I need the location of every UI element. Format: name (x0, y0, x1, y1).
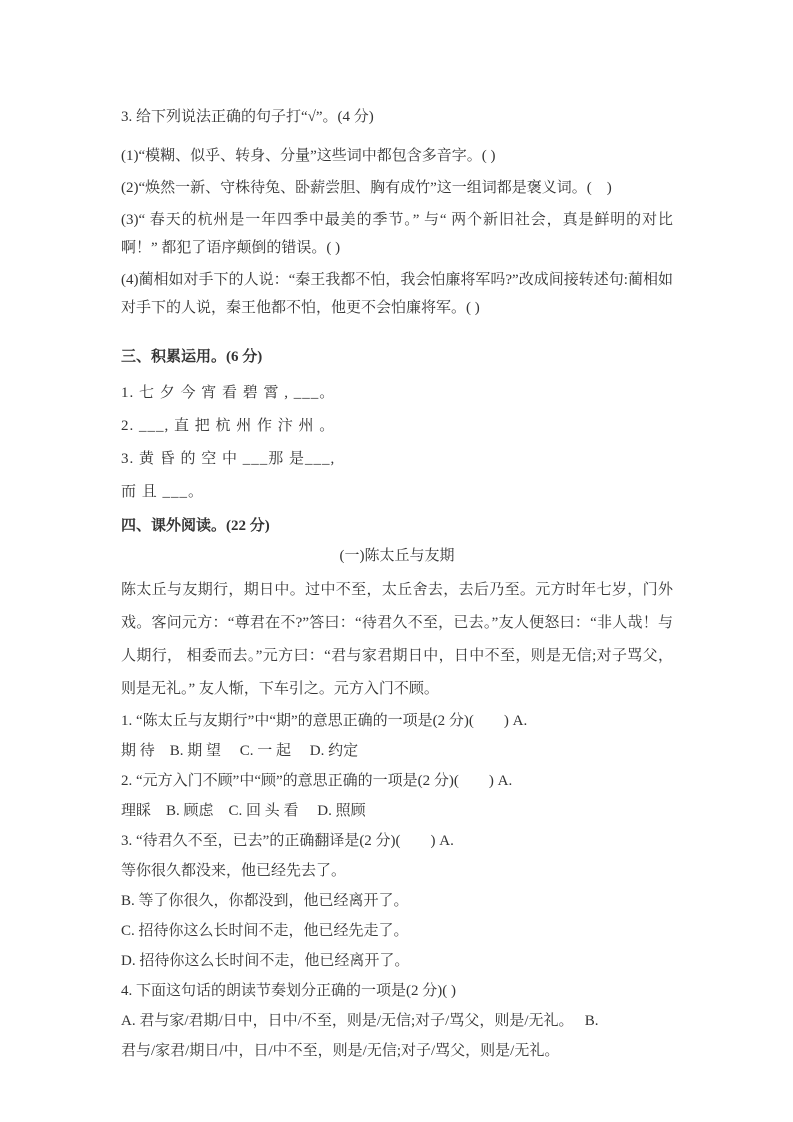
reading-q2: 2. “元方入门不顾”中“顾”的意思正确的一项是(2 分)( ) A. (121, 773, 513, 789)
reading-q4-option-b: 君与/家君/期日/中，日/中不至，则是/无信;对子/骂父，则是/无礼。 (121, 1043, 560, 1059)
question3-item-2: (2)“焕然一新、守株待兔、卧薪尝胆、胸有成竹”这一组词都是褒义词。( ) (121, 180, 612, 196)
reading-q3-option-b: B. 等了你很久，你都没到，他已经离开了。 (121, 893, 409, 909)
question3-title: 3. 给下列说法正确的句子打“√”。(4 分) (121, 109, 374, 125)
reading-q4: 4. 下面这句话的朗读节奏划分正确的一项是(2 分)( ) (121, 983, 456, 999)
question3-item-4: (4)蔺相如对手下的人说：“秦王我都不怕，我会怕廉将军吗?”改成间接转述句:蔺相如对手下的人说，秦王他都不怕，他更不会怕廉将军。( ) (121, 272, 673, 316)
reading-q4-option-a: A. 君与家/君期/日中，日中/不至，则是/无信;对子/骂父，则是/无礼。 B. (121, 1013, 599, 1029)
question3-item-1: (1)“模糊、似乎、转身、分量”这些词中都包含多音字。( ) (121, 148, 496, 164)
reading-q3-option-a: 等你很久都没来，他已经先去了。 (121, 863, 347, 879)
section4-title: 四、课外阅读。(22 分) (121, 518, 270, 534)
section3-title: 三、积累运用。(6 分) (121, 349, 263, 365)
reading-passage-title: (一)陈太丘与友期 (339, 548, 455, 564)
section3-line-2: 2. ___, 直 把 杭 州 作 汴 州 。 (121, 418, 336, 434)
reading-q1: 1. “陈太丘与友期行”中“期”的意思正确的一项是(2 分)( ) A. (121, 713, 528, 729)
reading-q3-option-c: C. 招待你这么长时间不走，他已经先走了。 (121, 923, 409, 939)
reading-passage-text: 陈太丘与友期行，期日中。过中不至，太丘舍去，去后乃至。元方时年七岁，门外戏。客问元方：“尊君在不?”答曰：“待君久不至，已去。”友人便怒曰：“非人哉！与人期行， 相委而去。”元方曰：“君与家君期日中，日中不至，则是无信;对子骂父，则是无礼。” 友人惭，下车引之。元方入门不顾。 (121, 582, 673, 697)
section3-line-3: 3. 黄 昏 的 空 中 ___那 是___, (121, 451, 336, 467)
reading-q3: 3. “待君久不至，已去”的正确翻译是(2 分)( ) A. (121, 833, 454, 849)
section3-line-1: 1. 七 夕 今 宵 看 碧 霄 , ___。 (121, 385, 336, 401)
reading-q3-option-d: D. 招待你这么长时间不走，他已经离开了。 (121, 953, 410, 969)
reading-q1-options: 期 待 B. 期 望 C. 一 起 D. 约定 (121, 743, 359, 759)
reading-q2-options: 理睬 B. 顾虑 C. 回 头 看 D. 照顾 (121, 803, 366, 819)
question3-item-3: (3)“ 春天的杭州是一年四季中最美的季节。” 与“ 两个新旧社会，真是鲜明的对比啊！” 都犯了语序颠倒的错误。( ) (121, 212, 673, 256)
section3-line-4: 而 且 ___。 (121, 484, 205, 500)
